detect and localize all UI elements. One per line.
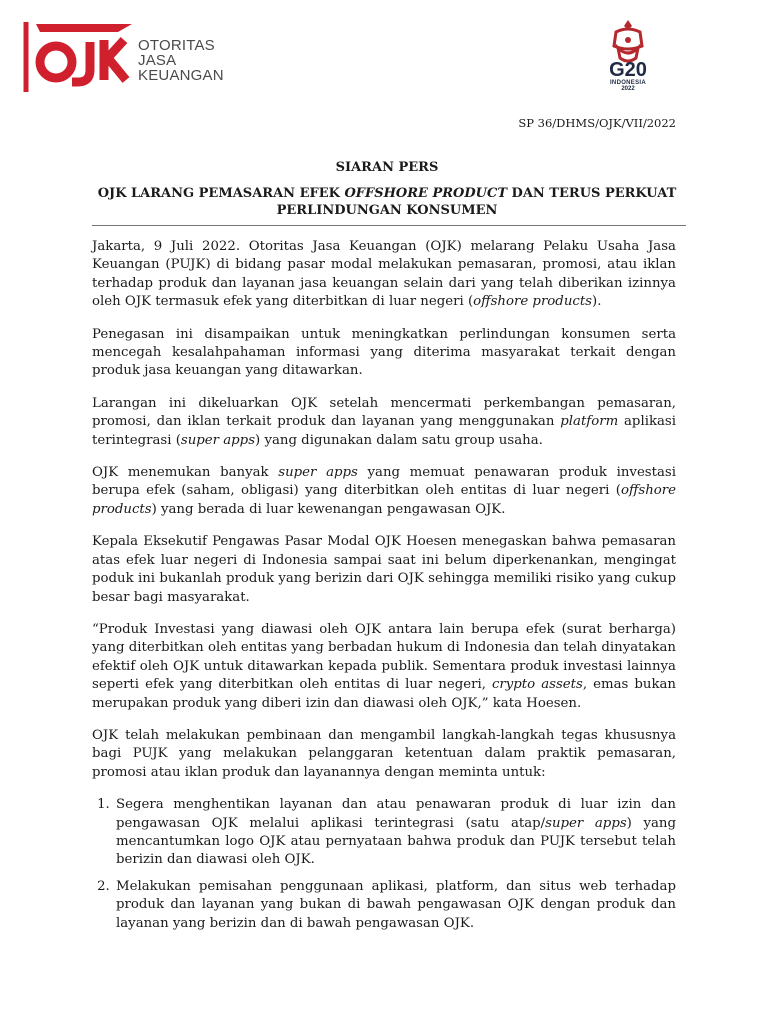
item-1-b: ) yang mencantumkan logo OJK atau pernyataan bahwa produk dan PUJK tersebut telah berizin dan diawasi oleh OJK. — [116, 815, 676, 868]
ojk-name-line-1: OTORITAS — [138, 37, 215, 54]
p6-b: , emas bukan merupakan produk yang diberi izin dan diawasi oleh OJK,” kata Hoesen. — [92, 677, 676, 711]
p4-a: OJK menemukan banyak — [92, 465, 279, 481]
paragraph-3 — [92, 395, 676, 450]
item-1-italic: super apps — [545, 815, 627, 831]
p1-a: Jakarta, 9 Juli 2022. Otoritas Jasa Keuangan (OJK) melarang Pelaku Usaha Jasa Keuangan (PUJK) di bidang pasar modal melakukan pemasaran, promosi, atau iklan terhadap produk dan layanan jasa keuangan selain dari yang telah diberikan izinnya oleh OJK termasuk efek yang diterbitkan di luar negeri ( — [92, 239, 676, 310]
paragraph-5: Kepala Eksekutif Pengawas Pasar Modal OJK Hoesen menegaskan bahwa pemasaran atas efek luar negeri di Indonesia sampai saat ini belum diperkenankan, mengingat poduk ini bukanlah produk yang berizin dari OJK sehingga memiliki risiko yang cukup besar bagi masyarakat. — [92, 534, 676, 605]
letterhead — [0, 0, 768, 100]
p4-c: ) yang berada di luar kewenangan pengawasan OJK. — [151, 501, 506, 517]
p4-italic-2: offshore products — [92, 483, 676, 517]
action-list — [92, 796, 676, 933]
p1-b: ). — [592, 294, 602, 310]
p3-b: aplikasi terintegrasi ( — [92, 414, 677, 448]
title-divider — [92, 225, 686, 226]
list-item: 2. Melakukan pemisahan penggunaan aplikasi, platform, dan situs web terhadap produk dan layanan yang bukan di bawah pengawasan OJK dengan produk dan layanan yang berizin dan di bawah pengawasan OJK. — [114, 878, 676, 933]
g20-year: 2022 — [621, 86, 635, 92]
headline-part-2: DAN TERUS PERKUAT PERLINDUNGAN KONSUMEN — [276, 186, 677, 218]
body-text — [92, 238, 676, 941]
g20-main: G20 — [609, 59, 647, 81]
document-label: SIARAN PERS — [335, 160, 439, 175]
paragraph-2: Penegasan ini disampaikan untuk meningkatkan perlindungan konsumen serta mencegah kesalahpahaman informasi yang diterima masyarakat terkait dengan produk jasa keuangan yang ditawarkan. — [92, 326, 676, 379]
item-1-a: Segera menghentikan layanan dan atau penawaran produk di luar izin dan pengawasan OJK melalui aplikasi terintegrasi (satu atap/ — [116, 797, 676, 831]
title-block — [92, 160, 682, 219]
ojk-name-line-2: JASA — [138, 52, 177, 69]
paragraph-7: OJK telah melakukan pembinaan dan mengambil langkah-langkah tegas khususnya bagi PUJK yang melakukan pelanggaran ketentuan dalam praktik pemasaran, promosi atau iklan produk dan layanannya dengan meminta untuk: — [92, 727, 676, 780]
p4-b: yang memuat penawaran produk investasi berupa efek (saham, obligasi) yang diterbitkan oleh entitas di luar negeri ( — [92, 465, 676, 499]
p3-italic-2: super apps — [180, 432, 256, 448]
reference-number: SP 36/DHMS/OJK/VII/2022 — [518, 116, 676, 130]
p6-a: “Produk Investasi yang diawasi oleh OJK antara lain berupa efek (surat berharga) yang diterbitkan oleh entitas yang berbadan hukum di Indonesia dan telah dinyatakan efektif oleh OJK untuk ditawarkan kepada publik. Sementara produk investasi lainnya seperti efek yang diterbitkan oleh entitas di luar negeri, — [92, 621, 676, 693]
g20-country: INDONESIA — [609, 80, 647, 86]
headline — [92, 185, 682, 219]
paragraph-4 — [92, 464, 676, 519]
ojk-name — [138, 38, 224, 83]
p1-italic: offshore products — [473, 294, 592, 310]
p6-italic: crypto assets — [491, 677, 583, 693]
headline-italic: OFFSHORE PRODUCT — [344, 186, 508, 201]
paragraph-1 — [92, 238, 676, 312]
p3-c: ) yang digunakan dalam satu group usaha. — [255, 432, 543, 448]
ojk-name-line-3: KEUANGAN — [138, 67, 224, 84]
g20-wordmark — [599, 60, 657, 93]
p4-italic-1: super apps — [278, 465, 358, 481]
p3-italic-1: platform — [560, 414, 619, 430]
p3-a: Larangan ini dikeluarkan OJK setelah mencermati perkembangan pemasaran, promosi, dan iklan terkait produk dan layanan yang menggunakan — [92, 395, 676, 430]
paragraph-6-quote — [92, 621, 676, 713]
list-item — [114, 796, 676, 870]
headline-part-1: OJK LARANG PEMASARAN EFEK — [97, 186, 345, 201]
